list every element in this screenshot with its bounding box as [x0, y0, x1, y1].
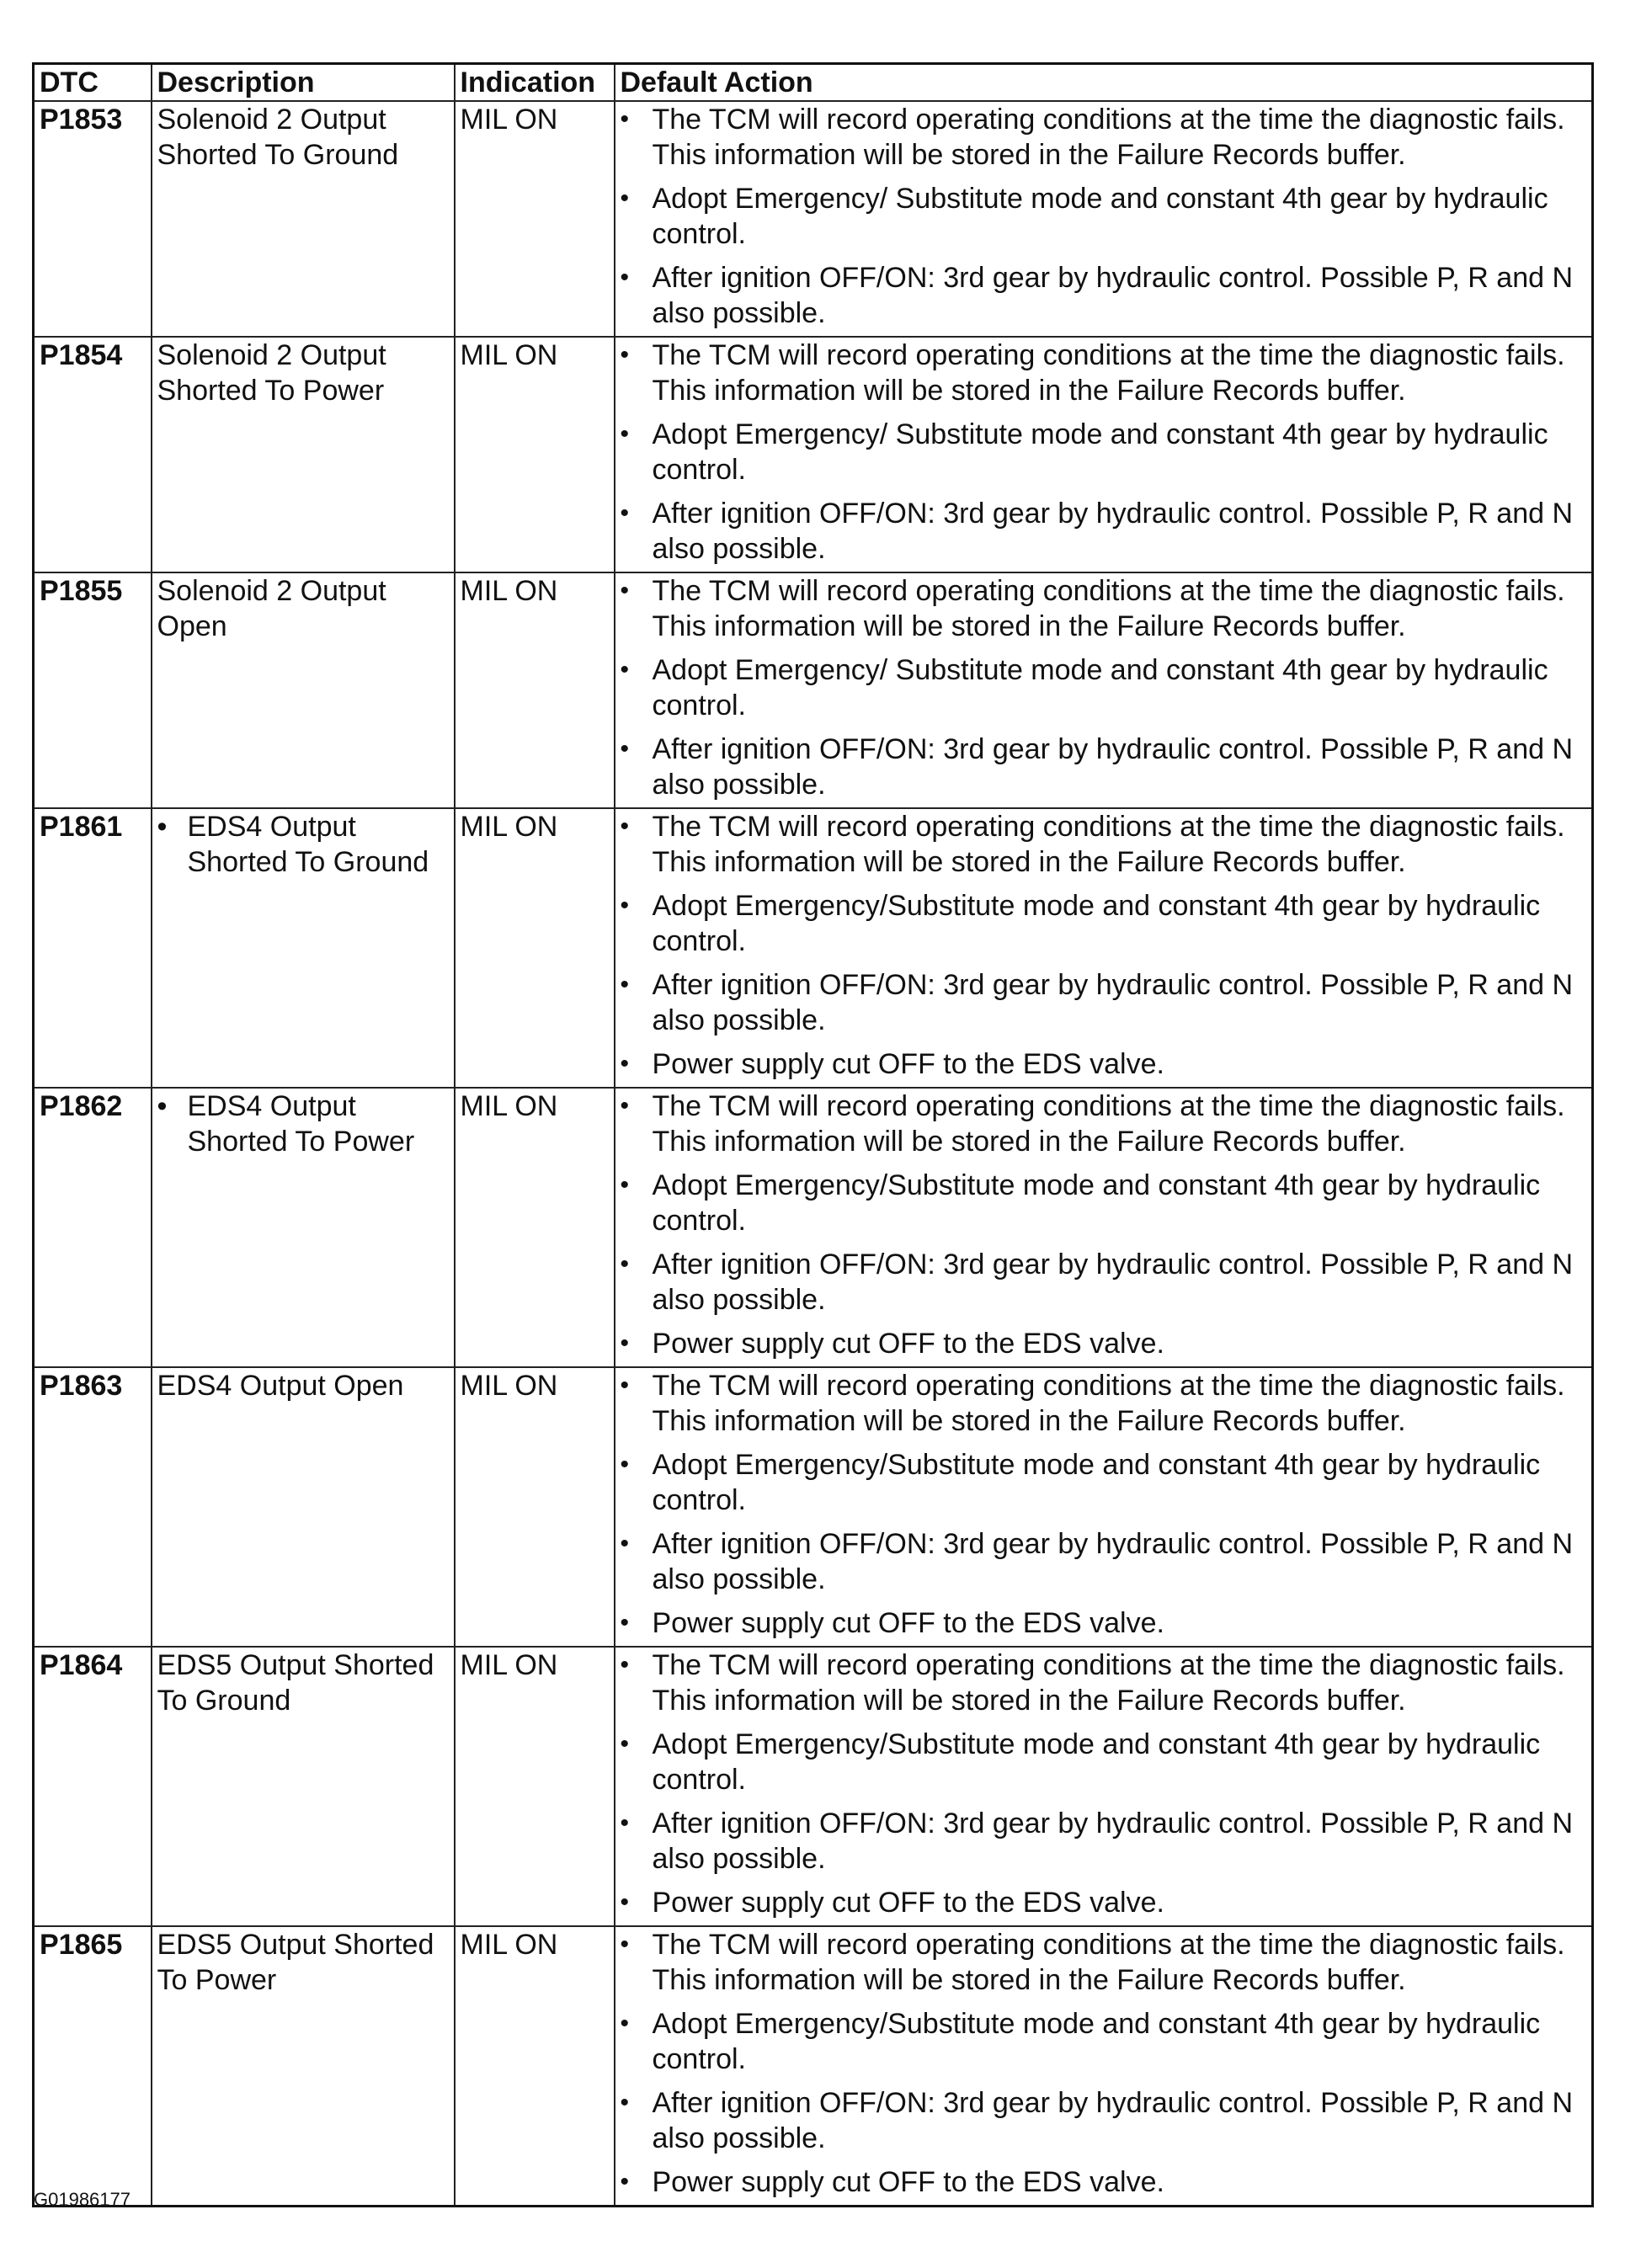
dtc-description-cell	[152, 1647, 455, 1926]
bullet-icon: •	[620, 2010, 630, 2037]
table-body	[34, 101, 1593, 2207]
action-item	[621, 496, 1587, 567]
bullet-icon: •	[620, 2168, 630, 2196]
dtc-description-cell	[152, 1926, 455, 2207]
action-text: After ignition OFF/ON: 3rd gear by hydraulic control. Possible P, R and N also possible.	[652, 2087, 1574, 2154]
dtc-description-cell	[152, 337, 455, 572]
dtc-indication: MIL ON	[455, 1926, 615, 2207]
action-item	[621, 1648, 1587, 1718]
action-text: Power supply cut OFF to the EDS valve.	[652, 1328, 1164, 1360]
table-row	[34, 1367, 1593, 1647]
action-list	[621, 1648, 1587, 1925]
action-item	[621, 888, 1587, 959]
default-action-cell	[615, 1367, 1593, 1647]
document-page	[32, 62, 1591, 2207]
dtc-description: EDS5 Output Shorted To Ground	[157, 1649, 434, 1717]
action-item	[621, 1089, 1587, 1159]
bullet-icon: •	[620, 1530, 630, 1557]
action-text: After ignition OFF/ON: 3rd gear by hydraulic control. Possible P, R and N also possible.	[652, 1807, 1574, 1875]
action-item	[621, 1605, 1587, 1641]
dtc-description: Solenoid 2 Output Shorted To Ground	[157, 104, 399, 171]
action-text: Power supply cut OFF to the EDS valve.	[652, 1887, 1164, 1919]
dtc-description: EDS4 Output Shorted To Power	[187, 1090, 415, 1158]
header-indication: Indication	[455, 64, 615, 102]
action-item	[621, 1326, 1587, 1361]
action-text: The TCM will record operating conditions at the time the diagnostic fails. This information will be stored in the Failure Records buffer.	[652, 1090, 1565, 1158]
action-item	[621, 1727, 1587, 1797]
action-text: After ignition OFF/ON: 3rd gear by hydraulic control. Possible P, R and N also possible.	[652, 1528, 1574, 1595]
action-text: Power supply cut OFF to the EDS valve.	[652, 1048, 1164, 1080]
table-header	[34, 64, 1593, 102]
dtc-code: P1862	[34, 1088, 152, 1367]
dtc-code: P1865	[34, 1926, 152, 2207]
table-row	[34, 572, 1593, 808]
dtc-code: P1855	[34, 572, 152, 808]
header-row	[34, 64, 1593, 102]
action-item	[621, 260, 1587, 331]
action-item	[621, 338, 1587, 408]
default-action-cell	[615, 1088, 1593, 1367]
action-item	[621, 1168, 1587, 1238]
action-list	[621, 1927, 1587, 2205]
action-list	[621, 1089, 1587, 1366]
action-item	[621, 573, 1587, 644]
header-default-action: Default Action	[615, 64, 1593, 102]
action-text: The TCM will record operating conditions at the time the diagnostic fails. This information will be stored in the Failure Records buffer.	[652, 1929, 1565, 1996]
dtc-description: Solenoid 2 Output Open	[157, 575, 386, 642]
bullet-icon: •	[620, 1451, 630, 1478]
dtc-indication: MIL ON	[455, 1647, 615, 1926]
table-row	[34, 1647, 1593, 1926]
dtc-description: Solenoid 2 Output Shorted To Power	[157, 339, 386, 407]
bullet-icon: •	[620, 1250, 630, 1278]
table-row	[34, 808, 1593, 1088]
dtc-description-cell	[152, 1088, 455, 1367]
action-text: Adopt Emergency/ Substitute mode and constant 4th gear by hydraulic control.	[652, 183, 1548, 250]
dtc-indication: MIL ON	[455, 1088, 615, 1367]
table-row	[34, 337, 1593, 572]
dtc-description-cell	[152, 808, 455, 1088]
bullet-icon: •	[620, 735, 630, 763]
action-item	[621, 732, 1587, 802]
dtc-indication: MIL ON	[455, 101, 615, 337]
dtc-indication: MIL ON	[455, 572, 615, 808]
default-action-cell	[615, 572, 1593, 808]
bullet-icon: •	[620, 420, 630, 448]
action-item	[621, 1526, 1587, 1597]
action-list	[621, 1368, 1587, 1646]
bullet-icon: •	[620, 656, 630, 684]
header-description: Description	[152, 64, 455, 102]
bullet-icon: •	[620, 971, 630, 998]
default-action-cell	[615, 1647, 1593, 1926]
action-text: Power supply cut OFF to the EDS valve.	[652, 1607, 1164, 1639]
action-item	[621, 1885, 1587, 1920]
dtc-code: P1864	[34, 1647, 152, 1926]
action-list	[621, 809, 1587, 1087]
bullet-icon: •	[620, 2089, 630, 2116]
action-text: Adopt Emergency/Substitute mode and constant 4th gear by hydraulic control.	[652, 2008, 1541, 2075]
action-item	[621, 1046, 1587, 1082]
bullet-icon: •	[620, 1092, 630, 1120]
action-text: The TCM will record operating conditions at the time the diagnostic fails. This information will be stored in the Failure Records buffer.	[652, 1370, 1565, 1437]
action-list	[621, 102, 1587, 336]
bullet-icon: •	[620, 499, 630, 527]
bullet-icon: •	[620, 105, 630, 133]
action-text: After ignition OFF/ON: 3rd gear by hydraulic control. Possible P, R and N also possible.	[652, 733, 1574, 801]
bullet-icon: •	[620, 184, 630, 212]
bullet-icon: •	[157, 1090, 168, 1122]
bullet-icon: •	[157, 811, 168, 843]
dtc-code: P1853	[34, 101, 152, 337]
action-text: Adopt Emergency/Substitute mode and constant 4th gear by hydraulic control.	[652, 1728, 1541, 1796]
action-text: The TCM will record operating conditions at the time the diagnostic fails. This information will be stored in the Failure Records buffer.	[652, 339, 1565, 407]
bullet-icon: •	[620, 1371, 630, 1399]
bullet-icon: •	[620, 1730, 630, 1758]
header-dtc: DTC	[34, 64, 152, 102]
action-text: The TCM will record operating conditions at the time the diagnostic fails. This information will be stored in the Failure Records buffer.	[652, 104, 1565, 171]
action-item	[621, 1927, 1587, 1998]
bullet-icon: •	[620, 1809, 630, 1837]
bullet-icon: •	[620, 1930, 630, 1958]
action-item	[621, 2006, 1587, 2077]
figure-code: G01986177	[34, 2189, 131, 2210]
bullet-icon: •	[620, 341, 630, 369]
bullet-icon: •	[620, 892, 630, 919]
action-text: After ignition OFF/ON: 3rd gear by hydraulic control. Possible P, R and N also possible.	[652, 1248, 1574, 1316]
bullet-icon: •	[620, 1888, 630, 1916]
table-row	[34, 101, 1593, 337]
dtc-indication: MIL ON	[455, 808, 615, 1088]
default-action-cell	[615, 337, 1593, 572]
bullet-icon: •	[620, 1171, 630, 1199]
dtc-table	[32, 62, 1594, 2207]
action-text: The TCM will record operating conditions at the time the diagnostic fails. This information will be stored in the Failure Records buffer.	[652, 575, 1565, 642]
action-list	[621, 573, 1587, 807]
action-item	[621, 102, 1587, 173]
default-action-cell	[615, 808, 1593, 1088]
dtc-description: EDS4 Output Shorted To Ground	[187, 811, 429, 878]
action-item	[621, 809, 1587, 880]
action-text: After ignition OFF/ON: 3rd gear by hydraulic control. Possible P, R and N also possible.	[652, 498, 1574, 565]
dtc-code: P1861	[34, 808, 152, 1088]
action-text: Adopt Emergency/Substitute mode and constant 4th gear by hydraulic control.	[652, 890, 1541, 957]
action-text: Adopt Emergency/Substitute mode and constant 4th gear by hydraulic control.	[652, 1449, 1541, 1516]
dtc-code: P1863	[34, 1367, 152, 1647]
action-item	[621, 417, 1587, 487]
bullet-icon: •	[620, 1651, 630, 1679]
action-text: The TCM will record operating conditions at the time the diagnostic fails. This information will be stored in the Failure Records buffer.	[652, 811, 1565, 878]
table-row	[34, 1088, 1593, 1367]
action-item	[621, 2164, 1587, 2200]
dtc-indication: MIL ON	[455, 337, 615, 572]
action-item	[621, 652, 1587, 723]
bullet-icon: •	[620, 264, 630, 291]
action-text: The TCM will record operating conditions at the time the diagnostic fails. This information will be stored in the Failure Records buffer.	[652, 1649, 1565, 1717]
dtc-code: P1854	[34, 337, 152, 572]
action-text: Adopt Emergency/Substitute mode and constant 4th gear by hydraulic control.	[652, 1169, 1541, 1237]
action-text: Adopt Emergency/ Substitute mode and constant 4th gear by hydraulic control.	[652, 418, 1548, 486]
action-text: Power supply cut OFF to the EDS valve.	[652, 2166, 1164, 2198]
bullet-icon: •	[620, 1329, 630, 1357]
bullet-icon: •	[620, 812, 630, 840]
dtc-description-cell	[152, 101, 455, 337]
dtc-indication: MIL ON	[455, 1367, 615, 1647]
dtc-description: EDS4 Output Open	[157, 1370, 404, 1402]
action-item	[621, 1368, 1587, 1439]
default-action-cell	[615, 1926, 1593, 2207]
bulleted-description	[157, 1089, 449, 1159]
action-item	[621, 1447, 1587, 1518]
dtc-description-cell	[152, 1367, 455, 1647]
dtc-description-cell	[152, 572, 455, 808]
action-list	[621, 338, 1587, 572]
action-text: Adopt Emergency/ Substitute mode and constant 4th gear by hydraulic control.	[652, 654, 1548, 721]
table-row	[34, 1926, 1593, 2207]
action-item	[621, 181, 1587, 252]
bulleted-description	[157, 809, 449, 880]
bullet-icon: •	[620, 1609, 630, 1637]
dtc-description: EDS5 Output Shorted To Power	[157, 1929, 434, 1996]
default-action-cell	[615, 101, 1593, 337]
action-item	[621, 967, 1587, 1038]
bullet-icon: •	[620, 577, 630, 604]
action-item	[621, 2085, 1587, 2156]
action-item	[621, 1247, 1587, 1318]
action-text: After ignition OFF/ON: 3rd gear by hydraulic control. Possible P, R and N also possible.	[652, 969, 1574, 1036]
action-text: After ignition OFF/ON: 3rd gear by hydraulic control. Possible P, R and N also possible.	[652, 262, 1574, 329]
action-item	[621, 1806, 1587, 1877]
bullet-icon: •	[620, 1050, 630, 1078]
